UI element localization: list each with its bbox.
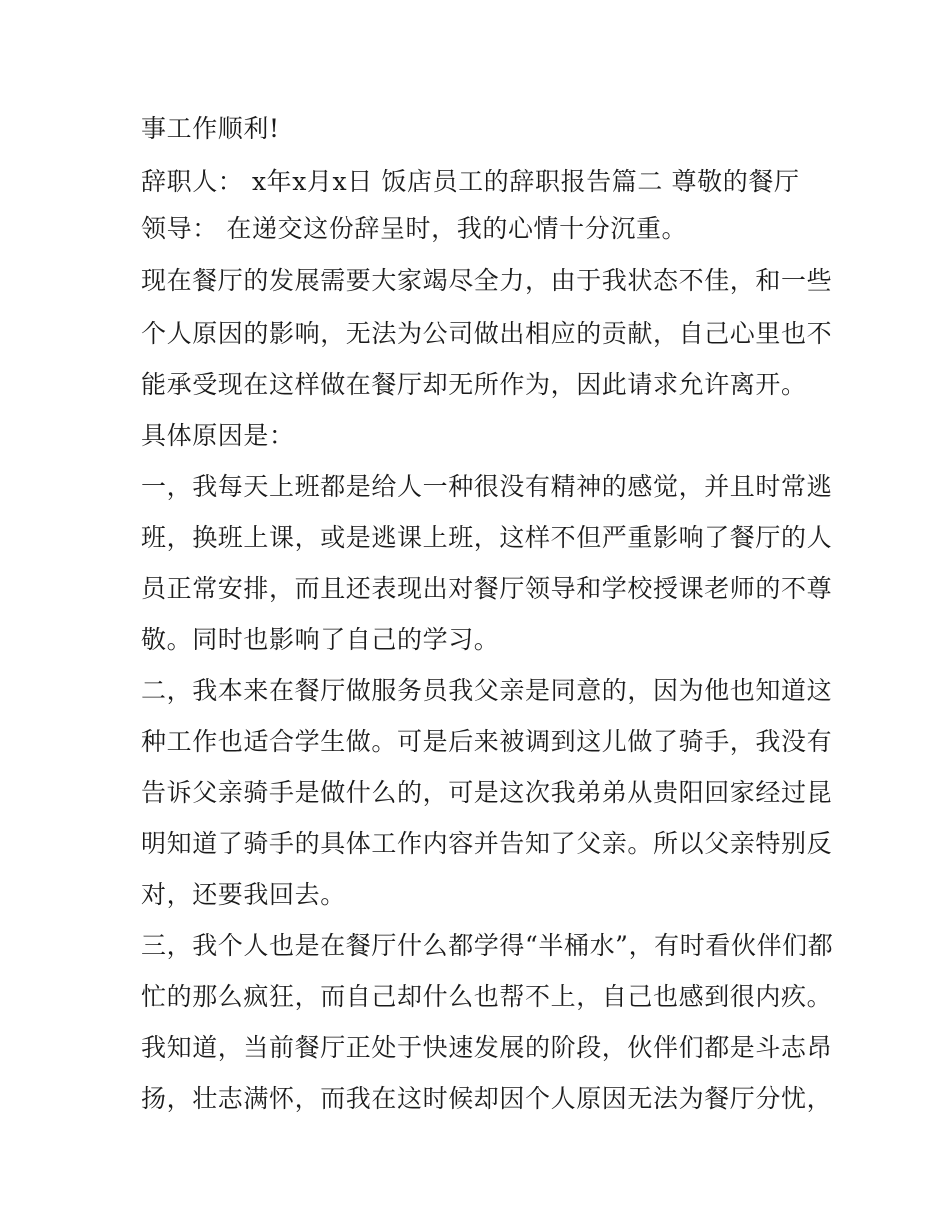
text-line: 领导： 在递交这份辞呈时，我的心情十分沉重。 (141, 214, 688, 243)
text-line: 忙的那么疯狂，而自己却什么也帮不上，自己也感到很内疚。 (141, 982, 833, 1011)
text-line: 对，还要我回去。 (141, 880, 346, 909)
text-line: 班，换班上课，或是逃课上班，这样不但严重影响了餐厅的人 (141, 523, 833, 552)
text-line: 现在餐厅的发展需要大家竭尽全力，由于我状态不佳，和一些 (141, 266, 833, 295)
text-line: 个人原因的影响，无法为公司做出相应的贡献，自己心里也不 (141, 319, 833, 348)
text-line: 告诉父亲骑手是做什么的，可是这次我弟弟从贵阳回家经过昆 (141, 778, 833, 807)
text-line: 敬。同时也影响了自己的学习。 (141, 625, 500, 654)
text-line: 具体原因是： (141, 421, 295, 450)
text-line: 能承受现在这样做在餐厅却无所作为，因此请求允许离开。 (141, 370, 807, 399)
text-line: 明知道了骑手的具体工作内容并告知了父亲。所以父亲特别反 (141, 829, 833, 858)
text-line: 员正常安排，而且还表现出对餐厅领导和学校授课老师的不尊 (141, 574, 833, 603)
text-line: 种工作也适合学生做。可是后来被调到这儿做了骑手，我没有 (141, 727, 833, 756)
text-line: 三，我个人也是在餐厅什么都学得“半桶水”，有时看伙伴们都 (141, 931, 834, 960)
text-line: 一，我每天上班都是给人一种很没有精神的感觉，并且时常逃 (141, 472, 833, 501)
text-line: 我知道，当前餐厅正处于快速发展的阶段，伙伴们都是斗志昂 (141, 1033, 833, 1062)
text-line: 辞职人： x年x月x日 饭店员工的辞职报告篇二 尊敬的餐厅 (141, 167, 800, 196)
text-line: 扬，壮志满怀，而我在这时候却因个人原因无法为餐厅分忧， (141, 1084, 833, 1113)
text-line: 二，我本来在餐厅做服务员我父亲是同意的，因为他也知道这 (141, 676, 833, 705)
text-line: 事工作顺利! (141, 114, 280, 143)
